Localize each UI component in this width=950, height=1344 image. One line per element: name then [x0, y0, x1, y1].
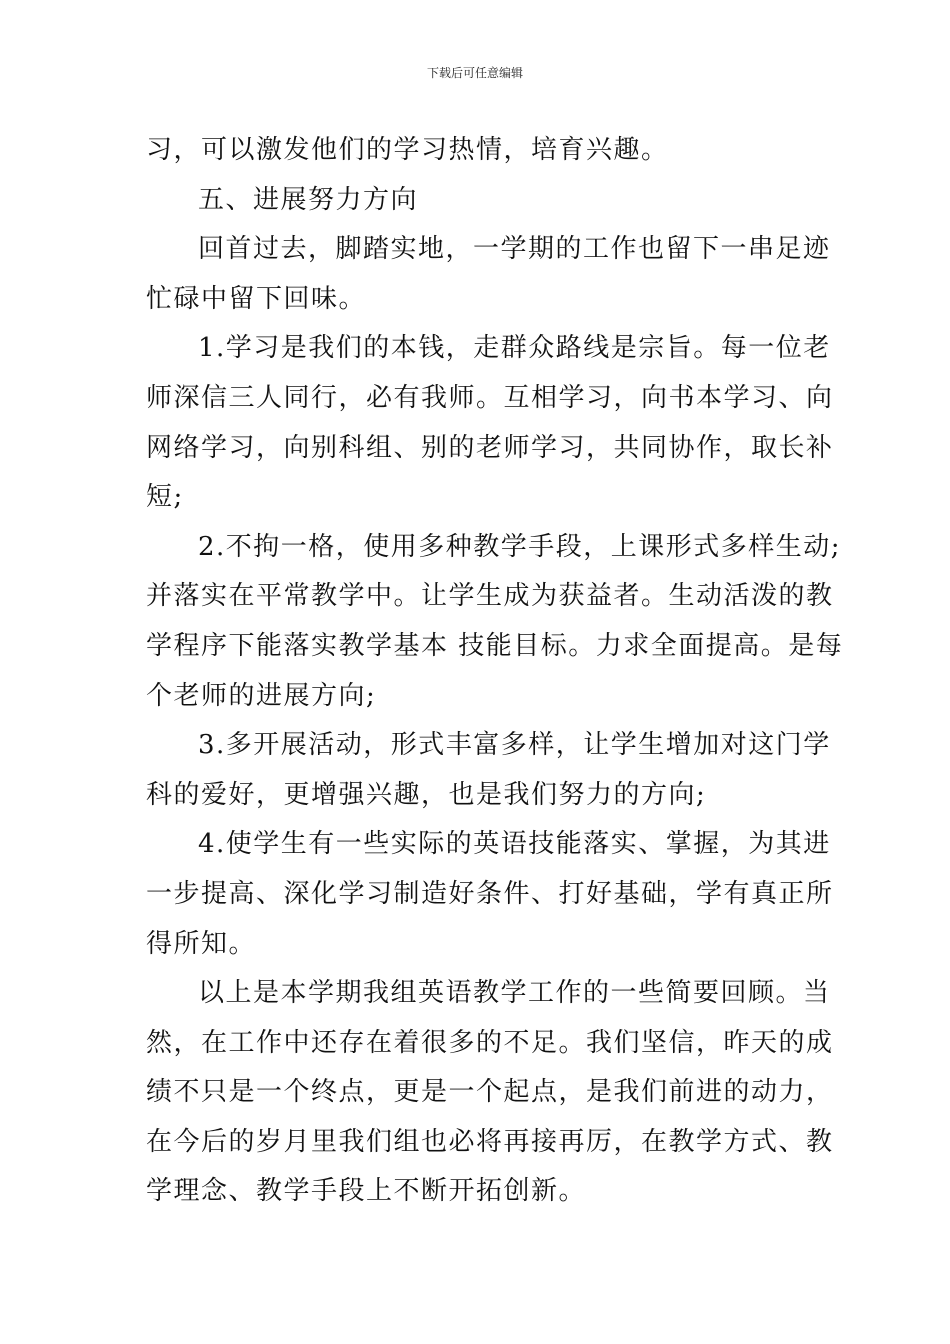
text-line: 3.多开展活动，形式丰富多样，让学生增加对这门学 [198, 730, 831, 761]
text-line: 1.学习是我们的本钱，走群众路线是宗旨。每一位老 [198, 333, 831, 364]
page-header: 下载后可任意编辑 [426, 66, 523, 80]
text-line: 以上是本学期我组英语教学工作的一些简要回顾。当 [198, 978, 831, 1009]
text-line: 习，可以激发他们的学习热情，培育兴趣。 [146, 135, 669, 165]
text-line: 师深信三人同行，必有我师。互相学习，向书本学习、向 [146, 382, 834, 413]
text-line: 科的爱好，更增强兴趣，也是我们努力的方向; [146, 779, 707, 810]
text-line: 2.不拘一格，使用多种教学手段，上课形式多样生动; [198, 531, 842, 562]
text-line: 在今后的岁月里我们组也必将再接再厉，在教学方式、教 [146, 1126, 834, 1157]
text-line: 一步提高、深化学习制造好条件、打好基础，学有真正所 [146, 878, 834, 909]
text-line: 学程序下能落实教学基本 技能目标。力求全面提高。是每 [146, 630, 844, 661]
text-line: 网络学习，向别科组、别的老师学习，共同协作，取长补 [146, 432, 834, 463]
section-heading: 五、进展努力方向 [198, 184, 419, 215]
text-line: 短; [146, 482, 184, 513]
document-body [146, 126, 844, 1217]
text-line: 回首过去，脚踏实地，一学期的工作也留下一串足迹 [198, 234, 831, 265]
text-line: 并落实在平常教学中。让学生成为获益者。生动活泼的教 [146, 581, 834, 612]
text-line: 4.使学生有一些实际的英语技能落实、掌握，为其进 [198, 829, 831, 860]
text-line: 然，在工作中还存在着很多的不足。我们坚信，昨天的成 [146, 1027, 834, 1058]
text-line: 得所知。 [146, 928, 257, 959]
text-line: 个老师的进展方向; [146, 680, 377, 711]
text-line: 绩不只是一个终点，更是一个起点，是我们前进的动力， [146, 1077, 834, 1108]
text-line: 学理念、教学手段上不断开拓创新。 [146, 1176, 587, 1207]
text-line: 忙碌中留下回味。 [146, 283, 367, 314]
